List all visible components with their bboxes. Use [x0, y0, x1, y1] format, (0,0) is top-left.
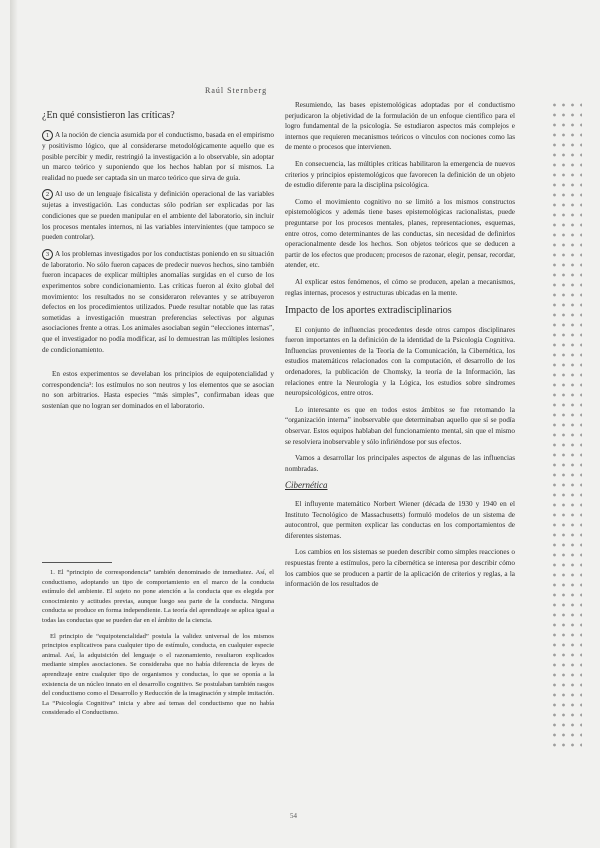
body-paragraph: Como el movimiento cognitivo no se limitó a los mismos constructos epistemológicos y además tiene bases epistemológicas racionalistas, puede preguntarse por los procesos mentales, planes, representaciones, esquemas, entre otros, como determinantes de las conductas, sin necesidad de definirlos operacionalmente desde los hechos. Son objetos teóricos que se deducen a partir de los efectos que producen; procesos de razonar, elegir, pensar, recordar, atender, etc. [285, 197, 515, 270]
footnote: 1. El “principio de correspondencia” también denominado de inmediatez. Así, el conductismo, adoptando un tipo de comportamiento en el marco de la conducta estímulo del ambiente. El sujeto no pone atención a la conducta que es elegida por conocimiento y actitudes previas, aunque luego sea parte de la conducta. Ninguna conducta se produce en forma independiente. La teoría del aprendizaje se aplica igual a todas las conductas que se pueden dar en el ámbito de la ciencia. [42, 569, 274, 624]
scan-margin-shadow [10, 0, 18, 848]
subsection-heading: Cibernética [285, 480, 328, 491]
item-number: 3 [42, 249, 53, 260]
body-paragraph: El influyente matemático Norbert Wiener (década de 1930 y 1940 en el Instituto Tecnológico de Massachusetts) formuló modelos de un sistema de autocontrol, que permiten explicar las conductas en los comportamientos de diferentes sistemas. [285, 500, 515, 540]
page-number: 54 [290, 812, 297, 820]
item-text: A los problemas investigados por los conductistas poniendo en su situación de laboratorio. No sólo fueron capaces de predecir nuevos hechos, sino también fueron incapaces de explicar múltiples anomalías surgidas en el curso de los experimentos sobre condicionamiento. Las críticas fueron al éxito global del movimiento: los resultados no se consideraron relevantes y se atribuyeron defectos en los procedimientos utilizados. Puede resultar notable que las ratas sometidas a investigación muestran preferencias selectivas por algunas asociaciones frente a otras. Los animales asociaban según “elecciones internas”, que el investigador no podía modificar, así lo demuestran las múltiples lesiones de condicionamiento. [42, 249, 274, 354]
footnotes [42, 568, 274, 724]
body-paragraph: En estos experimentos se develaban los principios de equipotencialidad y correspondencia¹: los estímulos no son neutros y los elementos que se asocian no son arbitrarios. Hasta especies “más simples”, confirmaban ideas que sostenían que no logran ser dominados en el laboratorio. [42, 370, 274, 410]
item-text: Al uso de un lenguaje fisicalista y definición operacional de las variables sujetas a investigación. Las conductas sólo podrían ser explicadas por las condiciones que se pueden manipular en el ambiente del laboratorio, sin incluir los procesos mentales internos, ni las variables intervinientes (que tampoco se pueden controlar). [42, 190, 274, 242]
item-text: A la noción de ciencia asumida por el conductismo, basada en el empirismo y positivismo lógico, que al considerarse metodológicamente aquello que es posible percibir y medir, restringió la investigación a lo observable, sin adoptar un marco teórico y suponiendo que los hechos hablan por sí mismos. La realidad no puede ser captada sin un marco teórico que sirva de guía. [42, 131, 274, 182]
binder-holes-pattern [550, 100, 582, 750]
body-paragraph: El conjunto de influencias procedentes desde otros campos disciplinares fueron importantes en la definición de la identidad de la Psicología Cognitiva. Influencias provenientes de la Teoría de la Comunicación, la Cibernética, los estudios matemáticos relacionados con la computación, el desarrollo de los ordenadores, la publicación de Chomsky, la teoría de la Información, las relaciones entre la Neurología y la Lógica, los estudios sobre síndromes neuropsicológicos, entre otros. [285, 325, 515, 398]
footnote-divider [42, 562, 112, 563]
body-paragraph: Al explicar estos fenómenos, el cómo se producen, apelan a mecanismos, reglas internas, procesos y estructuras ubicadas en la mente. [285, 277, 515, 297]
body-paragraph: En consecuencia, las múltiples críticas habilitaron la emergencia de nuevos criterios y principios epistemológicos que favorecen la definición de un objeto de estudio diferente para la disciplina psicológica. [285, 159, 515, 190]
section-heading: Impacto de los aportes extradisciplinarios [285, 305, 452, 317]
left-column [42, 110, 274, 417]
list-item [42, 249, 274, 355]
body-paragraph: Lo interesante es que en todos estos ámbitos se fue retomando la “organización interna” inobservable que determinaban aquello que sí se podía observar. Estos equipos hablaban del funcionamiento mental, sin que el mismo se resolviera inobservable y sólo infiriéndose por sus efectos. [285, 405, 515, 446]
running-header: Raúl Sternberg [205, 86, 268, 95]
footnote: El principio de “equipotencialidad” postula la validez universal de los mismos principios explicativos para cualquier tipo de estímulo, conducta, en cualquier especie animal. Así, la adquisición del lenguaje o el razonamiento, resultaron explicados mediante simples asociaciones. Se consideraba que no había diferencia de leyes de aprendizaje entre cualquier tipo de organismos y conductas, lo que se oponía a la existencia de un núcleo innato en el desarrollo cognitivo. Se postulaban también rasgos del conductismo como el Desarrollo y Reducción de la imaginación y simple imitación. La “Psicología Cognitiva” inicia y abre así temas del conductismo que no había considerado el Conductismo. [42, 632, 274, 717]
list-item [42, 189, 274, 242]
list-item [42, 130, 274, 183]
right-column [285, 100, 515, 596]
body-paragraph: Resumiendo, las bases epistemológicas adoptadas por el conductismo perjudicaron la objetividad de la formulación de un enfoque científico para el logro fundamental de la psicología. Se estudiaron aspectos más complejos e internos que requieren mecanismos teóricos o vínculos con nociones como las de mente o procesos que intervienen. [285, 101, 515, 152]
item-number: 1 [42, 130, 53, 141]
body-paragraph: Los cambios en los sistemas se pueden describir como simples reacciones o respuestas frente a estímulos, pero la cibernética se interesa por describir cómo los cambios que se producen a partir de la aplicación de criterios y reglas, a la información de los resultados de [285, 548, 515, 589]
body-paragraph: Vamos a desarrollar los principales aspectos de algunas de las influencias nombradas. [285, 454, 515, 473]
left-heading: ¿En qué consistieron las críticas? [42, 110, 175, 121]
item-number: 2 [42, 189, 53, 200]
